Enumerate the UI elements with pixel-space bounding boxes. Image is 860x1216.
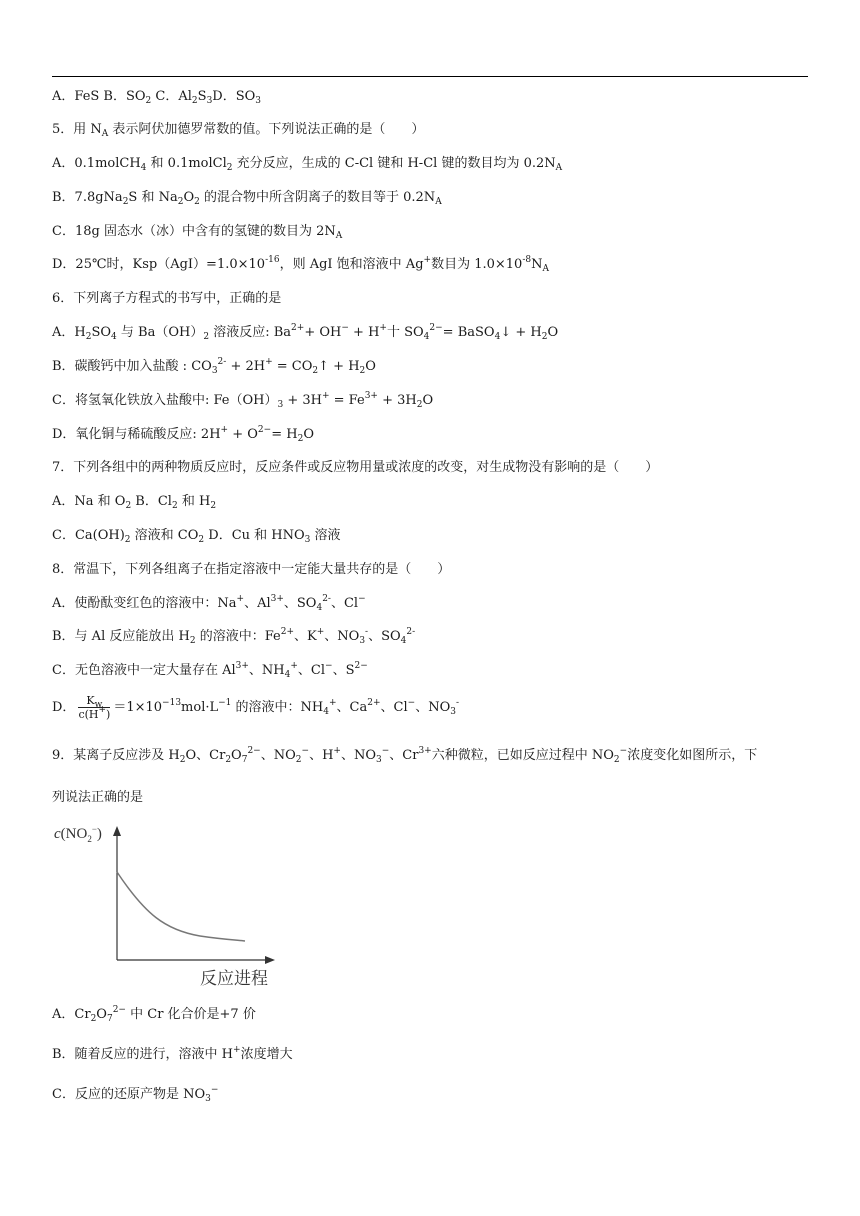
q6-option-c: C．将氢氧化铁放入盐酸中: $Fe(OH)_3 + 3H^+ = Fe^{3+} + 3H_2O$	[52, 391, 434, 410]
q6-option-a: A．$H_2SO_4$ 与 $Ba(OH)_2$ 溶液反应: $Ba^{2+}+ OH^- + H^+$十 $SO_4^{2-}=$ BaSO$_4$↓ + $H_2O$	[52, 323, 559, 342]
graph-x-label: 反应进程	[200, 969, 268, 989]
q9-option-a: A．$Cr_2O_7^{2-}$ 中 Cr 化合价是+7 价	[52, 1005, 256, 1024]
q6-option-b: B．碳酸钙中加入盐酸 : $CO_3^{2-} + 2H^+$ = $CO_2↑ + H_2O$	[52, 357, 376, 376]
q6-option-d: D．氧化铜与稀硫酸反应: $2H^+ + O^{2-}= H_2O$	[52, 425, 314, 444]
q6-stem: 6．下列离子方程式的书写中，正确的是	[52, 291, 282, 306]
graph-curve	[117, 872, 245, 941]
top-rule	[52, 76, 808, 77]
graph-x-arrow	[265, 956, 275, 964]
q8-stem: 8．常温下，下列各组离子在指定溶液中一定能大量共存的是（ ）	[52, 562, 451, 577]
q8-option-c: C．无色溶液中一定大量存在 $Al^{3+}$、$NH_4^+$、Cl−、$S^{2-}$	[52, 661, 368, 680]
q5-option-a: A．0.1molCH$_4$ 和 0.1molCl$_2$ 充分反应，生成的 C-Cl 键和 H-Cl 键的数目均为 $0.2N_A$	[52, 156, 563, 173]
q5-stem: 5．用 $N_A$ 表示阿伏加德罗常数的值。下列说法正确的是（ ）	[52, 122, 425, 139]
q4-options: A．FeS B．$SO_2$ C．$Al_2S_3D$．$SO_3$	[52, 89, 262, 106]
q8-option-d: D． $\frac{K_w}{c(H^+)}$ $=1\times 10^{-13}mol\cdot L^{-1}$ 的溶液中：$NH_4^+$、$Ca^{2+}$、Cl−、$NO_3^-$	[52, 694, 460, 721]
q9-option-c: C．反应的还原产物是 $NO_3^-$	[52, 1085, 219, 1104]
q9-stem-line-1: 9．某离子反应涉及 $H_2O$、$Cr_2O_7^{2-}$、$NO_2^-$、H+、$NO_3^-$、$Cr^{3+}$六种微粒，已如反应过程中 $NO_2^-$浓度变化如图所示，下	[52, 746, 758, 765]
graph-y-arrow	[113, 826, 121, 836]
q7-options-ab: A．Na 和 $O_2$ B．$Cl_2$ 和 $H_2$	[52, 494, 217, 511]
no2-concentration-graph	[50, 822, 290, 992]
q8-option-b: B．与 Al 反应能放出 $H_2$ 的溶液中：$Fe^{2+}$、K+、$NO_3^-$、$SO_4^{2-}$	[52, 627, 416, 646]
graph-y-label: $c(NO_2^-)$	[54, 824, 102, 844]
q9-stem-line-2: 列说法正确的是	[52, 790, 144, 805]
q5-option-c: C．18g 固态水（冰）中含有的氢键的数目为 $2N_A$	[52, 224, 343, 241]
q5-option-b: B．7.8gNa$_2$S 和 $Na_2O_2$ 的混合物中所含阴离子的数目等于 $0.2N_A$	[52, 190, 442, 207]
kw-fraction: $\frac{K_w}{c(H^+)}$	[78, 694, 111, 721]
q7-stem: 7．下列各组中的两种物质反应时，反应条件或反应物用量或浓度的改变，对生成物没有影响的是（ ）	[52, 460, 659, 475]
q7-options-cd: C．$Ca(OH)_2$ 溶液和 $CO_2$ D．Cu 和 $HNO_3$ 溶液	[52, 528, 341, 545]
q5-option-d: D．25℃时，$Ksp(AgI)=1.0\times 10^{-16}$，则 AgI 饱和溶液中 Ag+数目为 $1.0\times 10^{-8}N_A$	[52, 255, 549, 274]
q9-option-b: B．随着反应的进行，溶液中 H+浓度增大	[52, 1045, 293, 1062]
q8-option-a: A．使酚酞变红色的溶液中：Na+、$Al^{3+}$、$SO_4^{2-}$、Cl−	[52, 594, 366, 613]
